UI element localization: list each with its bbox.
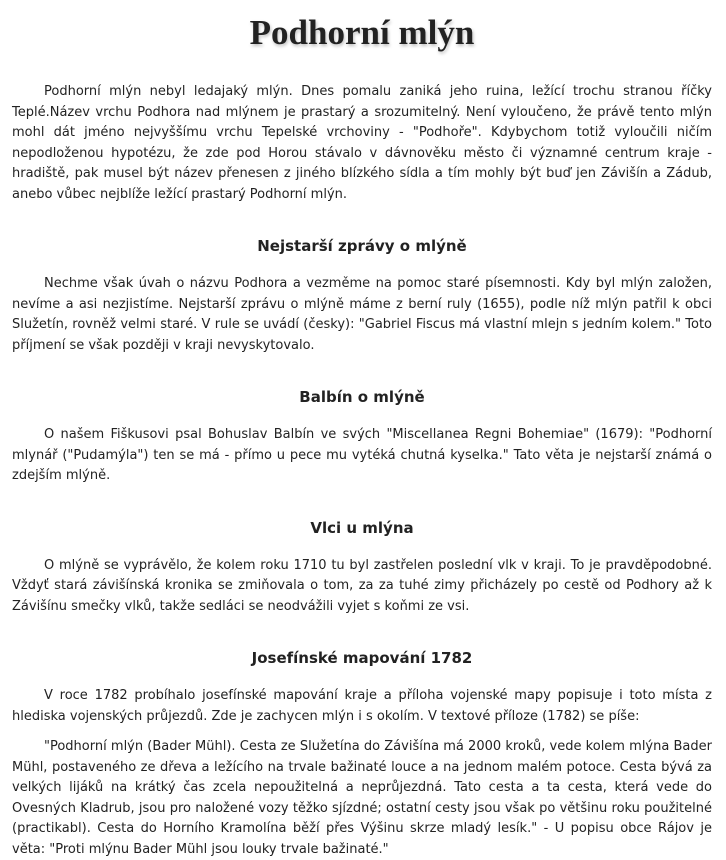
quote-paragraph: "Podhorní mlýn (Bader Mühl). Cesta ze Služetína do Závišína má 2000 kroků, vede kolem mlýna Bader Mühl, postaveného ze dřeva a ležícího na trvale bažinaté louce a na jednom malém potoce. Cesta bývá za velkých lijáků na krátký čas zcela nepoužitelná a neprůjezdná. Tato cesta a ta cesta, která vede do Ovesných Kladrub, jsou pro naložené vozy těžko sjízdné; ostatní cesty jsou však po většinu roku použitelné (practikabl). Cesta do Horního Kramolína běží přes Výšinu skrze mladý lesík." - U popisu obce Rájov je věta: "Proti mlýnu Bader Mühl jsou louky trvale bažinaté.": [12, 739, 712, 857]
section-heading: Josefínské mapování 1782: [251, 649, 473, 667]
section-heading: Balbín o mlýně: [299, 388, 425, 406]
section-heading: Nejstarší zprávy o mlýně: [257, 237, 467, 255]
section-paragraph: O našem Fiškusovi psal Bohuslav Balbín ve svých "Miscellanea Regni Bohemiae" (1679): "Podhorní mlynář ("Pudamýla") ten se má - přímo u pece mu vytéká chutná kyselka." Tato věta je nejstarší známá o zdejším mlýně.: [12, 427, 712, 483]
page-title: Podhorní mlýn: [249, 13, 475, 52]
section-paragraph: Nechme však úvah o názvu Podhora a vezměme na pomoc staré písemnosti. Kdy byl mlýn založen, nevíme a asi nezjistíme. Nejstarší zprávu o mlýně máme z berní ruly (1655), podle níž mlýn patřil k obci Služetín, rovněž velmi staré. V rule se uvádí (česky): "Gabriel Fiscus má vlastní mlejn s jedním kolem." Toto příjmení se však později v kraji nevyskytovalo.: [12, 276, 712, 353]
section-paragraph: V roce 1782 probíhalo josefínské mapování kraje a příloha vojenské mapy popisuje i toto místa z hlediska vojenských průjezdů. Zde je zachycen mlýn i s okolím. V textové příloze (1782) se píše:: [12, 688, 712, 724]
section-paragraph: O mlýně se vyprávělo, že kolem roku 1710 tu byl zastřelen poslední vlk v kraji. To je pravděpodobné. Vždyť stará závišínská kronika se zmiňovala o tom, za za tuhé zimy přicházely po cestě od Podhory až k Závišínu smečky vlků, takže sedláci se neodvážili vyjet s koňmi ze vsi.: [12, 557, 712, 614]
intro-paragraph: Podhorní mlýn nebyl ledajaký mlýn. Dnes pomalu zaniká jeho ruina, ležící trochu stranou říčky Teplé.Název vrchu Podhora nad mlýnem je prastarý a srozumitelný. Není vyloučeno, že právě tento mlýn mohl dát jméno nejvyššímu vrchu Tepelské vrchoviny - "Podhoře". Kdybychom totiž vyloučili ničím nepodloženou hypotézu, že zde pod Horou stávalo v dávnověku město či významné centrum kraje - hradiště, pak musel být název přenesen z jiného blízkého sídla a tím mohly být buď jen Závišín a Zádub, anebo vůbec nejblíže ležící prastarý Podhorní mlýn.: [12, 84, 712, 202]
section-heading: Vlci u mlýna: [310, 518, 414, 537]
